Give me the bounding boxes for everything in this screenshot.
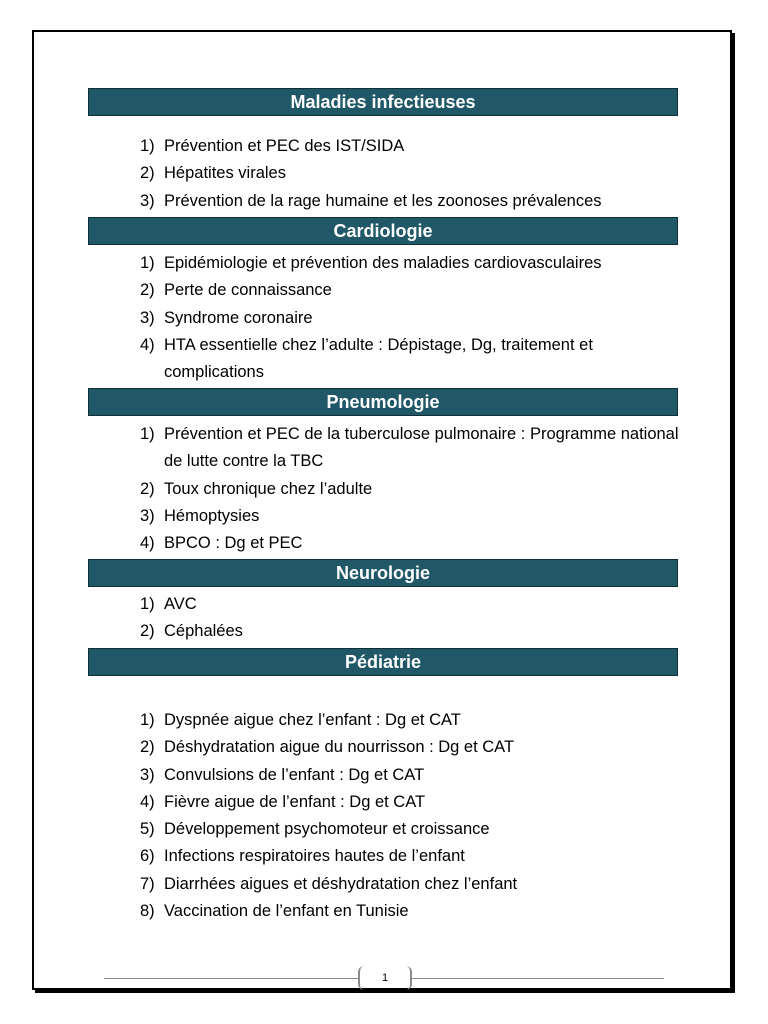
list-item	[140, 305, 680, 332]
list-item	[140, 843, 680, 870]
item-text: Vaccination de l’enfant en Tunisie	[164, 902, 409, 921]
section-header-pneumologie: Pneumologie	[88, 388, 678, 416]
item-text: BPCO : Dg et PEC	[164, 534, 303, 553]
list-item	[140, 618, 680, 645]
item-text: Hémoptysies	[164, 506, 260, 525]
item-text: Prévention et PEC de la tuberculose pulmonaire : Programme national de lutte contre la TBC	[164, 425, 679, 471]
list-item	[140, 250, 680, 277]
list-item	[140, 762, 680, 789]
item-text: Fièvre aigue de l’enfant : Dg et CAT	[164, 792, 426, 811]
list-item	[140, 476, 680, 503]
item-number: 7)	[140, 874, 155, 893]
item-text: Diarrhées aigues et déshydratation chez l’enfant	[164, 874, 518, 893]
item-text: Prévention de la rage humaine et les zoonoses prévalences	[164, 191, 602, 210]
list-neurologie	[140, 591, 680, 646]
footer-divider-right	[412, 978, 664, 979]
list-item	[140, 530, 680, 557]
list-item	[140, 816, 680, 843]
list-maladies-infectieuses	[140, 133, 680, 215]
list-item	[140, 591, 680, 618]
section-header-pediatrie: Pédiatrie	[88, 648, 678, 676]
item-text: Infections respiratoires hautes de l’enfant	[164, 847, 465, 866]
item-number: 6)	[140, 847, 155, 866]
item-number: 3)	[140, 308, 155, 327]
list-item	[140, 160, 680, 187]
list-pediatrie	[140, 707, 680, 925]
item-number: 4)	[140, 792, 155, 811]
list-item	[140, 871, 680, 898]
section-header-cardiologie: Cardiologie	[88, 217, 678, 245]
item-text: Déshydratation aigue du nourrisson : Dg et CAT	[164, 738, 515, 757]
item-text: Syndrome coronaire	[164, 308, 313, 327]
footer-divider-left	[104, 978, 358, 979]
item-number: 2)	[140, 164, 155, 183]
item-number: 1)	[140, 254, 155, 272]
item-number: 4)	[140, 534, 155, 553]
item-number: 1)	[140, 137, 155, 155]
item-number: 2)	[140, 738, 155, 757]
item-text: AVC	[164, 595, 197, 613]
item-number: 4)	[140, 335, 155, 354]
list-item	[140, 503, 680, 530]
item-number: 2)	[140, 479, 155, 498]
item-text: Toux chronique chez l’adulte	[164, 479, 373, 498]
list-item	[140, 898, 680, 925]
item-text: Prévention et PEC des IST/SIDA	[164, 137, 405, 155]
document-page	[32, 30, 732, 990]
item-text: HTA essentielle chez l’adulte : Dépistage, Dg, traitement et complications	[164, 335, 593, 382]
item-number: 2)	[140, 281, 155, 300]
item-text: Convulsions de l’enfant : Dg et CAT	[164, 765, 425, 784]
list-item	[140, 789, 680, 816]
item-text: Développement psychomoteur et croissance	[164, 820, 490, 839]
item-text: Hépatites virales	[164, 164, 286, 183]
section-header-neurologie: Neurologie	[88, 559, 678, 587]
item-number: 8)	[140, 902, 155, 921]
item-text: Epidémiologie et prévention des maladies cardiovasculaires	[164, 254, 602, 272]
item-number: 1)	[140, 711, 155, 729]
item-text: Céphalées	[164, 622, 243, 641]
list-pneumologie	[140, 421, 680, 557]
list-cardiologie	[140, 250, 680, 386]
list-item	[140, 707, 680, 734]
page-number: 1	[358, 966, 412, 990]
list-item	[140, 734, 680, 761]
list-item	[140, 133, 680, 160]
item-number: 1)	[140, 425, 155, 443]
item-text: Perte de connaissance	[164, 281, 332, 300]
list-item	[140, 421, 680, 476]
item-number: 3)	[140, 765, 155, 784]
item-number: 5)	[140, 820, 155, 839]
section-header-maladies-infectieuses: Maladies infectieuses	[88, 88, 678, 116]
item-number: 3)	[140, 506, 155, 525]
list-item	[140, 277, 680, 304]
item-text: Dyspnée aigue chez l’enfant : Dg et CAT	[164, 711, 461, 729]
item-number: 1)	[140, 595, 155, 613]
item-number: 3)	[140, 191, 155, 210]
list-item	[140, 188, 680, 215]
item-number: 2)	[140, 622, 155, 641]
list-item	[140, 332, 680, 387]
